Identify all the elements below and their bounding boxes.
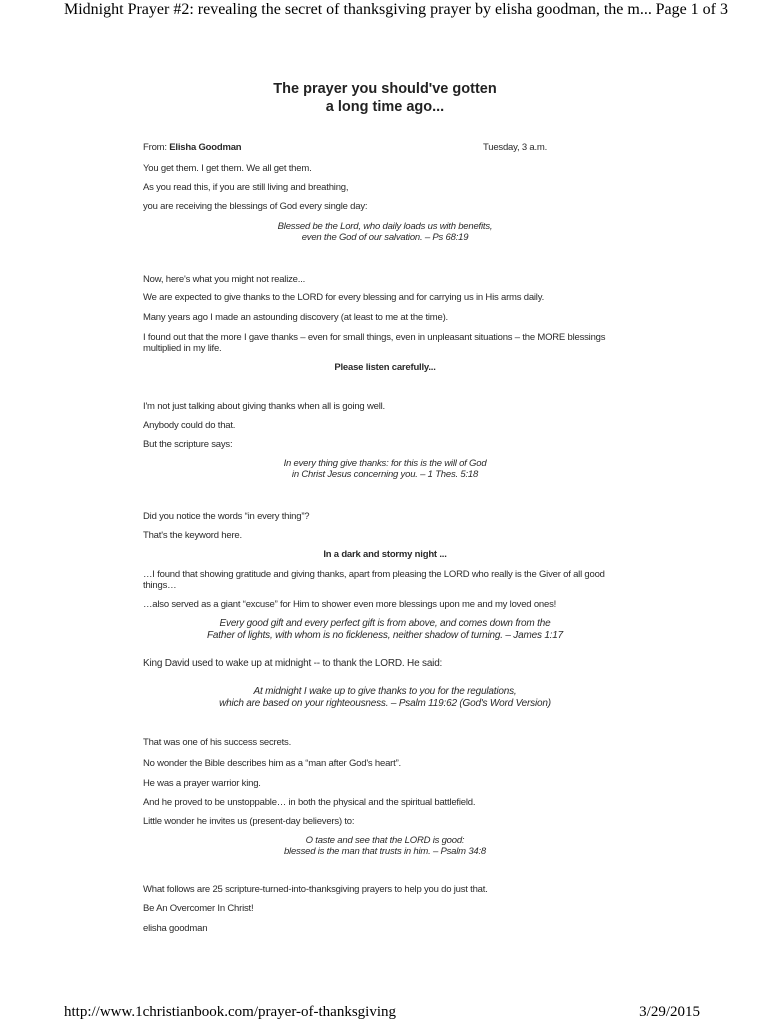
quote-line: even the God of our salvation. – Ps 68:19 [301,232,469,243]
scripture-quote [143,686,627,710]
quote-line: In every thing give thanks: for this is the will of God [283,458,487,469]
paragraph: King David used to wake up at midnight -- to thank the LORD. He said: [143,658,443,669]
paragraph: I'm not just talking about giving thanks when all is going well. [143,401,385,412]
quote-line: in Christ Jesus concerning you. – 1 Thes. 5:18 [291,469,479,480]
from-line [143,142,241,153]
document-title [143,80,627,116]
quote-line: blessed is the man that trusts in him. – Psalm 34:8 [283,846,487,857]
scripture-quote [143,221,627,243]
paragraph: Many years ago I made an astounding discovery (at least to me at the time). [143,312,448,323]
quote-line: O taste and see that the LORD is good: [305,835,465,846]
paragraph: Anybody could do that. [143,420,236,431]
paragraph: He was a prayer warrior king. [143,778,261,789]
quote-line: which are based on your righteousness. – Psalm 119:62 (God's Word Version) [219,698,551,709]
quote-line: Every good gift and every perfect gift is from above, and comes down from the [219,618,551,629]
print-header [0,0,768,24]
print-header-title: Midnight Prayer #2: revealing the secret of thanksgiving prayer by elisha goodman, the m... [64,1,652,18]
paragraph: Little wonder he invites us (present-day believers) to: [143,816,355,827]
paragraph: And he proved to be unstoppable… in both the physical and the spiritual battlefield. [143,797,476,808]
paragraph: That was one of his success secrets. [143,737,292,748]
section-heading: Please listen carefully... [334,362,436,373]
paragraph: As you read this, if you are still living and breathing, [143,182,349,193]
paragraph: Now, here's what you might not realize... [143,274,306,285]
from-label: From: [143,142,170,153]
paragraph: We are expected to give thanks to the LORD for every blessing and for carrying us in His arms daily. [143,292,545,303]
letter-date: Tuesday, 3 a.m. [483,142,548,153]
paragraph: I found out that the more I gave thanks – even for small things, even in unpleasant situations – the MORE blessings multiplied in my life. [143,332,606,354]
scripture-quote [143,458,627,480]
paragraph: That's the keyword here. [143,530,242,541]
print-footer-date: 3/29/2015 [639,1004,700,1020]
paragraph: But the scripture says: [143,439,233,450]
paragraph: you are receiving the blessings of God every single day: [143,201,368,212]
paragraph: …also served as a giant “excuse” for Him to shower even more blessings upon me and my loved ones! [143,599,557,610]
quote-line: Blessed be the Lord, who daily loads us with benefits, [277,221,493,232]
author-name: Elisha Goodman [169,142,242,153]
scripture-quote [143,618,627,642]
document-title-line2: a long time ago... [325,99,445,115]
paragraph: You get them. I get them. We all get them. [143,163,312,174]
print-footer-url: http://www.1christianbook.com/prayer-of-thanksgiving [64,1004,396,1020]
paragraph: What follows are 25 scripture-turned-into-thanksgiving prayers to help you do just that. [143,884,488,895]
document-title-line1: The prayer you should've gotten [273,81,497,97]
signature: elisha goodman [143,923,208,934]
scripture-quote [143,835,627,857]
paragraph: Did you notice the words “in every thing”? [143,511,310,522]
print-header-page-number: Page 1 of 3 [655,1,728,18]
section-heading: In a dark and stormy night ... [323,549,447,560]
quote-line: At midnight I wake up to give thanks to you for the regulations, [253,686,517,697]
quote-line: Father of lights, with whom is no fickleness, neither shadow of turning. – James 1:17 [207,630,563,641]
paragraph: Be An Overcomer In Christ! [143,903,254,914]
paragraph: No wonder the Bible describes him as a “man after God's heart”. [143,758,401,769]
paragraph: …I found that showing gratitude and giving thanks, apart from pleasing the LORD who really is the Giver of all good things… [143,569,605,591]
